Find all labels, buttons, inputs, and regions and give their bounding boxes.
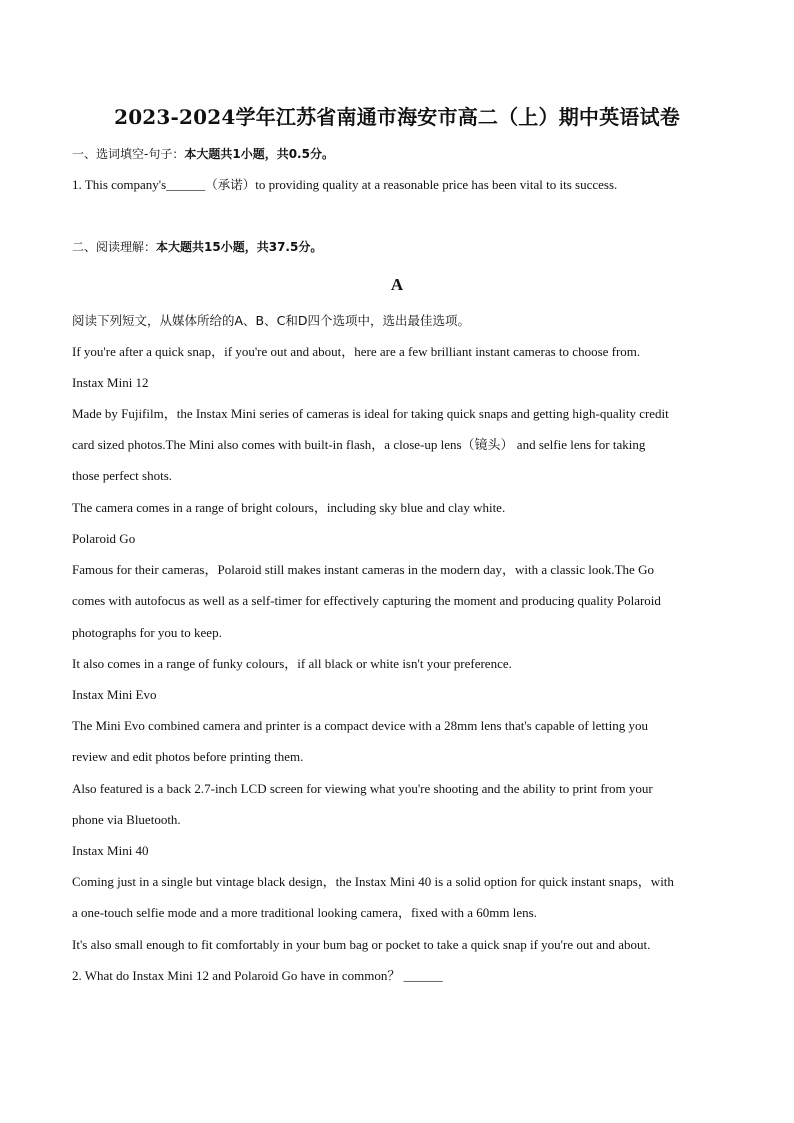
passage-line: The camera comes in a range of bright colours，including sky blue and clay white. <box>72 500 506 515</box>
passage-line: Made by Fujifilm，the Instax Mini series of cameras is ideal for taking quick snaps and getting high-quality credit <box>72 406 669 421</box>
passage-line: phone via Bluetooth. <box>72 812 181 827</box>
section-2-desc: 本大题共15小题，共37.5分。 <box>156 240 323 254</box>
question-2-blank[interactable]: ______ <box>403 968 443 983</box>
passage-line: Coming just in a single but vintage black design，the Instax Mini 40 is a solid option for quick instant snaps，with <box>72 874 674 889</box>
passage-letter: A <box>390 275 404 294</box>
product-heading-instax-mini-40: Instax Mini 40 <box>72 843 149 858</box>
product-heading-polaroid-go: Polaroid Go <box>72 531 136 546</box>
question-1-rest: to providing quality at a reasonable price has been vital to its success. <box>255 177 618 192</box>
question-1-stem: 1. This company's <box>72 177 167 192</box>
question-2-stem: 2. What do Instax Mini 12 and Polaroid Go have in common？ <box>72 968 401 983</box>
question-1-blank[interactable]: ______ <box>166 177 206 192</box>
product-heading-instax-mini-12: Instax Mini 12 <box>72 375 149 390</box>
exam-title: 2023-2024学年江苏省南通市海安市高二（上）期中英语试卷 <box>114 105 680 129</box>
passage-line: a one-touch selfie mode and a more traditional looking camera，fixed with a 60mm lens. <box>72 905 537 920</box>
passage-line: photographs for you to keep. <box>72 625 222 640</box>
section-2-prefix: 二、阅读理解： <box>72 240 157 254</box>
passage-line: It also comes in a range of funky colours，if all black or white isn't your preference. <box>72 656 512 671</box>
product-heading-instax-mini-evo: Instax Mini Evo <box>72 687 157 702</box>
passage-line: comes with autofocus as well as a self-timer for effectively capturing the moment and producing quality Polaroid <box>72 593 661 608</box>
section-2-heading <box>72 238 322 256</box>
question-1 <box>72 176 728 194</box>
passage-line: those perfect shots. <box>72 468 173 483</box>
passage-line: Also featured is a back 2.7-inch LCD screen for viewing what you're shooting and the ability to print from your <box>72 781 653 796</box>
question-2 <box>72 967 728 985</box>
question-1-hint: （承诺） <box>205 177 256 192</box>
section-1-heading <box>72 145 334 163</box>
passage-line: The Mini Evo combined camera and printer is a compact device with a 28mm lens that's capable of letting you <box>72 718 648 733</box>
passage-line: review and edit photos before printing them. <box>72 749 304 764</box>
passage-line: card sized photos.The Mini also comes with built-in flash，a close-up lens（镜头） and selfie lens for taking <box>72 437 646 452</box>
section-1-desc: 本大题共1小题，共0.5分。 <box>184 147 334 161</box>
section-1-prefix: 一、选词填空-句子： <box>72 147 185 161</box>
passage-line: It's also small enough to fit comfortably in your bum bag or pocket to take a quick snap if you're out and about. <box>72 937 651 952</box>
reading-instructions: 阅读下列短文，从媒体所给的A、B、C和D四个选项中，选出最佳选项。 <box>72 313 470 328</box>
passage-line: Famous for their cameras，Polaroid still makes instant cameras in the modern day，with a classic look.The Go <box>72 562 654 577</box>
passage-line: If you're after a quick snap，if you're out and about，here are a few brilliant instant cameras to choose from. <box>72 344 641 359</box>
